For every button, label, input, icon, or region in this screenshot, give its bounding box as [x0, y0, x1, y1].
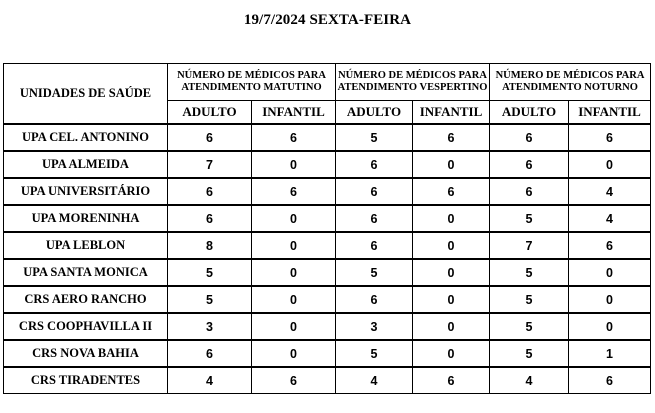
doctor-count-cell: 6 [336, 151, 413, 178]
unit-name-cell: UPA SANTA MONICA [4, 259, 168, 286]
doctor-count-cell: 7 [168, 151, 252, 178]
doctor-count-cell: 6 [490, 151, 569, 178]
doctor-count-cell: 0 [252, 151, 336, 178]
doctor-count-cell: 0 [413, 340, 490, 367]
unit-name-cell: UPA UNIVERSITÁRIO [4, 178, 168, 205]
sub-header-child: INFANTIL [569, 101, 651, 125]
doctor-count-cell: 0 [252, 313, 336, 340]
doctor-count-cell: 0 [569, 151, 651, 178]
table-row [4, 286, 651, 313]
doctor-count-cell: 0 [252, 259, 336, 286]
doctor-count-cell: 6 [569, 124, 651, 151]
page-title: 19/7/2024 SEXTA-FEIRA [243, 12, 412, 28]
sub-header-child: INFANTIL [252, 101, 336, 125]
unit-name-cell: CRS TIRADENTES [4, 367, 168, 394]
doctor-count-cell: 6 [413, 178, 490, 205]
doctor-count-cell: 0 [413, 205, 490, 232]
doctor-count-cell: 0 [569, 286, 651, 313]
doctor-count-cell: 6 [336, 286, 413, 313]
doctor-count-cell: 0 [413, 259, 490, 286]
doctor-count-cell: 5 [490, 286, 569, 313]
unit-column-header: UNIDADES DE SAÚDE [4, 64, 168, 125]
unit-name-cell: CRS COOPHAVILLA II [4, 313, 168, 340]
table-row [4, 232, 651, 259]
unit-name-cell: UPA MORENINHA [4, 205, 168, 232]
doctor-count-cell: 3 [336, 313, 413, 340]
doctor-count-cell: 6 [413, 124, 490, 151]
doctor-count-cell: 5 [336, 124, 413, 151]
table-row [4, 124, 651, 151]
shift-header-morning: NÚMERO DE MÉDICOS PARA ATENDIMENTO MATUTINO [168, 64, 336, 101]
doctor-count-cell: 5 [490, 340, 569, 367]
doctor-count-cell: 4 [336, 367, 413, 394]
unit-name-cell: CRS NOVA BAHIA [4, 340, 168, 367]
doctor-count-cell: 0 [252, 286, 336, 313]
doctor-count-cell: 6 [252, 178, 336, 205]
unit-name-cell: UPA ALMEIDA [4, 151, 168, 178]
table-row [4, 205, 651, 232]
table-row [4, 340, 651, 367]
doctor-count-cell: 0 [252, 232, 336, 259]
doctor-count-cell: 5 [168, 259, 252, 286]
doctor-count-cell: 4 [569, 178, 651, 205]
table-row [4, 151, 651, 178]
doctor-count-cell: 6 [490, 124, 569, 151]
doctor-count-cell: 6 [168, 340, 252, 367]
unit-name-cell: CRS AERO RANCHO [4, 286, 168, 313]
doctor-count-cell: 5 [336, 259, 413, 286]
doctor-count-cell: 6 [569, 232, 651, 259]
doctor-count-cell: 0 [252, 340, 336, 367]
doctor-count-cell: 0 [569, 313, 651, 340]
table-row [4, 367, 651, 394]
doctor-count-cell: 4 [569, 205, 651, 232]
doctor-count-cell: 8 [168, 232, 252, 259]
doctor-count-cell: 1 [569, 340, 651, 367]
doctor-count-cell: 6 [490, 178, 569, 205]
table-row [4, 313, 651, 340]
doctor-count-cell: 0 [413, 313, 490, 340]
doctor-count-cell: 6 [336, 178, 413, 205]
doctor-count-cell: 0 [252, 205, 336, 232]
doctor-count-cell: 5 [490, 259, 569, 286]
table-body [4, 124, 651, 394]
shift-header-afternoon: NÚMERO DE MÉDICOS PARA ATENDIMENTO VESPERTINO [336, 64, 490, 101]
doctor-count-cell: 0 [413, 232, 490, 259]
header-row [4, 64, 651, 101]
doctor-count-cell: 0 [569, 259, 651, 286]
doctor-count-cell: 6 [168, 124, 252, 151]
table-row [4, 178, 651, 205]
doctor-count-cell: 6 [569, 367, 651, 394]
doctor-count-cell: 6 [252, 367, 336, 394]
shift-header-night: NÚMERO DE MÉDICOS PARA ATENDIMENTO NOTURNO [490, 64, 651, 101]
doctor-count-cell: 7 [490, 232, 569, 259]
sub-header-adult: ADULTO [336, 101, 413, 125]
doctor-count-cell: 0 [413, 286, 490, 313]
sub-header-adult: ADULTO [168, 101, 252, 125]
doctors-schedule-table [3, 63, 651, 394]
doctor-count-cell: 5 [168, 286, 252, 313]
sub-header-adult: ADULTO [490, 101, 569, 125]
doctor-count-cell: 3 [168, 313, 252, 340]
unit-name-cell: UPA LEBLON [4, 232, 168, 259]
doctor-count-cell: 6 [413, 367, 490, 394]
doctor-count-cell: 6 [168, 178, 252, 205]
doctor-count-cell: 4 [168, 367, 252, 394]
doctor-count-cell: 6 [336, 232, 413, 259]
doctor-count-cell: 6 [336, 205, 413, 232]
doctor-count-cell: 5 [490, 205, 569, 232]
doctor-count-cell: 6 [252, 124, 336, 151]
unit-name-cell: UPA CEL. ANTONINO [4, 124, 168, 151]
table-row [4, 259, 651, 286]
doctor-count-cell: 4 [490, 367, 569, 394]
doctor-count-cell: 5 [336, 340, 413, 367]
doctor-count-cell: 6 [168, 205, 252, 232]
doctor-count-cell: 0 [413, 151, 490, 178]
doctor-count-cell: 5 [490, 313, 569, 340]
sub-header-child: INFANTIL [413, 101, 490, 125]
